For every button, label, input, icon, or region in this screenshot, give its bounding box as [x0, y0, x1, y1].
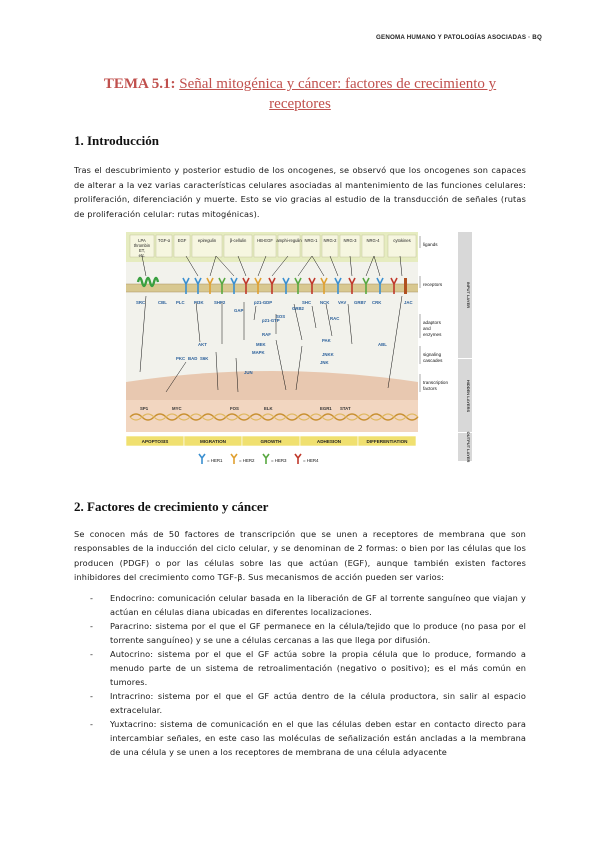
ligand-label: NRG-3 [343, 238, 357, 243]
signaling-network-figure [126, 232, 474, 468]
legend-label: = HER2 [239, 458, 255, 463]
transcription-factor-label: SP1 [140, 406, 149, 411]
cascade-label: AKT [198, 342, 207, 347]
list-item: - Autocrino: sistema por el que el GF actúa sobre la propia célula que lo produce, formando a menudo parte de un sistema de retroalimentación (negativo o positivo); es el más común en tumores. [74, 647, 526, 689]
adaptor-label: JAC [404, 300, 413, 305]
ligand-label: thrombin [133, 243, 151, 248]
cascade-label: MAPK [252, 350, 265, 355]
intro-paragraph: Tras el descubrimiento y posterior estudio de los oncogenes, se observó que los oncogenes son capaces de alterar a la vez varias características celulares asociadas al mantenimiento de las funciones celulares: proliferación, diferenciación y muerte. Esto se vio gracias al estudio de la transducción de señales (rutas de proliferación celular: rutas mitogénicas). [74, 165, 526, 219]
legend-receptor-icon [263, 454, 269, 464]
page-title [60, 74, 540, 114]
section-heading-intro: 1. Introducción [74, 133, 159, 148]
adaptor-label: PI3K [194, 300, 204, 305]
legend-label: = HER4 [303, 458, 319, 463]
list-item: - Endocrino: comunicación celular basada en la liberación de GF al torrente sanguíneo que viajan y actúan en células diana ubicadas en diferentes localizaciones. [74, 591, 526, 619]
layer-side-label: and [423, 326, 431, 331]
adaptor-label: SHP2 [214, 300, 226, 305]
mechanism-list [74, 591, 526, 759]
list-item: - Yuxtacrino: sistema de comunicación en el que las células deben estar en contacto directo para intercambiar señales, en este caso las moléculas de señalización están ancladas a la membrana de una célula y se unen a los receptores de membrana de una célula adyacente [74, 717, 526, 759]
transcription-factor-label: STAT [340, 406, 351, 411]
transcription-factor-label: MYC [172, 406, 182, 411]
legend-label: = HER1 [207, 458, 223, 463]
adaptor-label: GRB2 [292, 306, 304, 311]
running-header: GENOMA HUMANO Y PATOLOGÍAS ASOCIADAS · BQ [376, 34, 542, 41]
cascade-label: PAK [322, 338, 331, 343]
ligand-label: etc. [138, 253, 146, 258]
adaptor-label: SHC [302, 300, 312, 305]
layer-side-label: cascades [423, 358, 443, 363]
topic-title-line1: Señal mitogénica y cáncer: factores de crecimiento y [179, 76, 497, 92]
cascade-label: RAF [262, 332, 271, 337]
cascade-label: ABL [378, 342, 387, 347]
ligand-label: ET, [138, 248, 146, 253]
adaptor-label: SRC [136, 300, 146, 305]
adaptor-label: NCK [320, 300, 330, 305]
layer-side-label: factors [423, 386, 437, 391]
ligand-label: HB-EGF [257, 238, 273, 243]
topic-title-line2: receptores [269, 96, 331, 112]
cascade-label: JNKK [322, 352, 334, 357]
legend-label: = HER3 [271, 458, 287, 463]
adaptor-label: CBL [158, 300, 167, 305]
adaptor-label: VAV [338, 300, 347, 305]
cascade-label: BAD [188, 356, 198, 361]
cascade-label: S6K [200, 356, 209, 361]
ligand-label: EGF [177, 238, 187, 243]
layer-side-label: enzymes [423, 332, 442, 337]
adaptor-label: GAP [234, 308, 244, 313]
ligand-label: NRG-2 [323, 238, 337, 243]
transcription-factor-label: EGR1 [320, 406, 332, 411]
output-label: MIGRATION [200, 439, 226, 444]
ligand-label: TGF-α [157, 238, 171, 243]
cascade-label: PKC [176, 356, 186, 361]
layer-side-label: signaling [423, 352, 442, 357]
adaptor-label: CRK [372, 300, 382, 305]
ligand-label: epiregulin [197, 238, 217, 243]
layer-side-label: ligands [423, 242, 438, 247]
layer-label: OUTPUT LAYER [466, 431, 471, 463]
transcription-factor-label: ELK [264, 406, 273, 411]
layer-side-label: receptors [423, 282, 443, 287]
ligand-label: NRG-1 [304, 238, 318, 243]
growth-factors-paragraph: Se conocen más de 50 factores de transcripción que se unen a receptores de membrana que son responsables de la inducción del ciclo celular, y se denominan de 2 formas: o bien por las células que los producen (PDGF) o por las células sobre las que actúan (EGF), aunque también existen factores inhibidores del crecimiento como TGF-β. Sus mecanismos de acción pueden ser varios: [74, 529, 526, 583]
layer-side-label: adaptors [423, 320, 441, 325]
legend-receptor-icon [231, 454, 237, 464]
legend-receptor-icon [199, 454, 205, 464]
output-label: GROWTH [260, 439, 282, 444]
adaptor-label: p21-GTP [262, 318, 280, 323]
adaptor-label: p21-GDP [254, 300, 273, 305]
adaptor-label: SOS [276, 314, 286, 319]
ligand-label: LPA [138, 238, 146, 243]
cascade-label: MEK [256, 342, 266, 347]
section-heading-growth-factors: 2. Factores de crecimiento y cáncer [74, 499, 269, 514]
output-label: APOPTOSIS [141, 439, 169, 444]
ligand-label: β-cellulin [229, 238, 247, 243]
ligand-label: cytokines [393, 238, 411, 243]
adaptor-label: GRB7 [354, 300, 366, 305]
output-label: DIFFERENTIATION [366, 439, 408, 444]
cascade-label: JUN [244, 370, 253, 375]
transcription-factor-label: FOS [230, 406, 239, 411]
adaptor-label: PLC [176, 300, 185, 305]
list-item: - Intracrino: sistema por el que el GF actúa dentro de la célula productora, sin salir al espacio extracelular. [74, 689, 526, 717]
layer-label: HIDDEN LAYERS [466, 379, 471, 413]
ligand-label: NRG-4 [366, 238, 380, 243]
ligand-label: amphi-regulin [276, 238, 302, 243]
layer-side-label: transcription [423, 380, 449, 385]
cascade-label: RAC [330, 316, 340, 321]
cytokine-receptor-icon [404, 278, 407, 294]
layer-label: INPUT LAYER [466, 281, 471, 309]
output-label: ADHESION [316, 439, 342, 444]
list-item: - Paracrino: sistema por el que el GF permanece en la célula/tejido que lo produce (no pasa por el torrente sanguíneo) y se une a células cercanas a las que llega por difusión. [74, 619, 526, 647]
cascade-label: JNK [320, 360, 329, 365]
legend-receptor-icon [295, 454, 301, 464]
topic-number: TEMA 5.1: [103, 76, 176, 92]
